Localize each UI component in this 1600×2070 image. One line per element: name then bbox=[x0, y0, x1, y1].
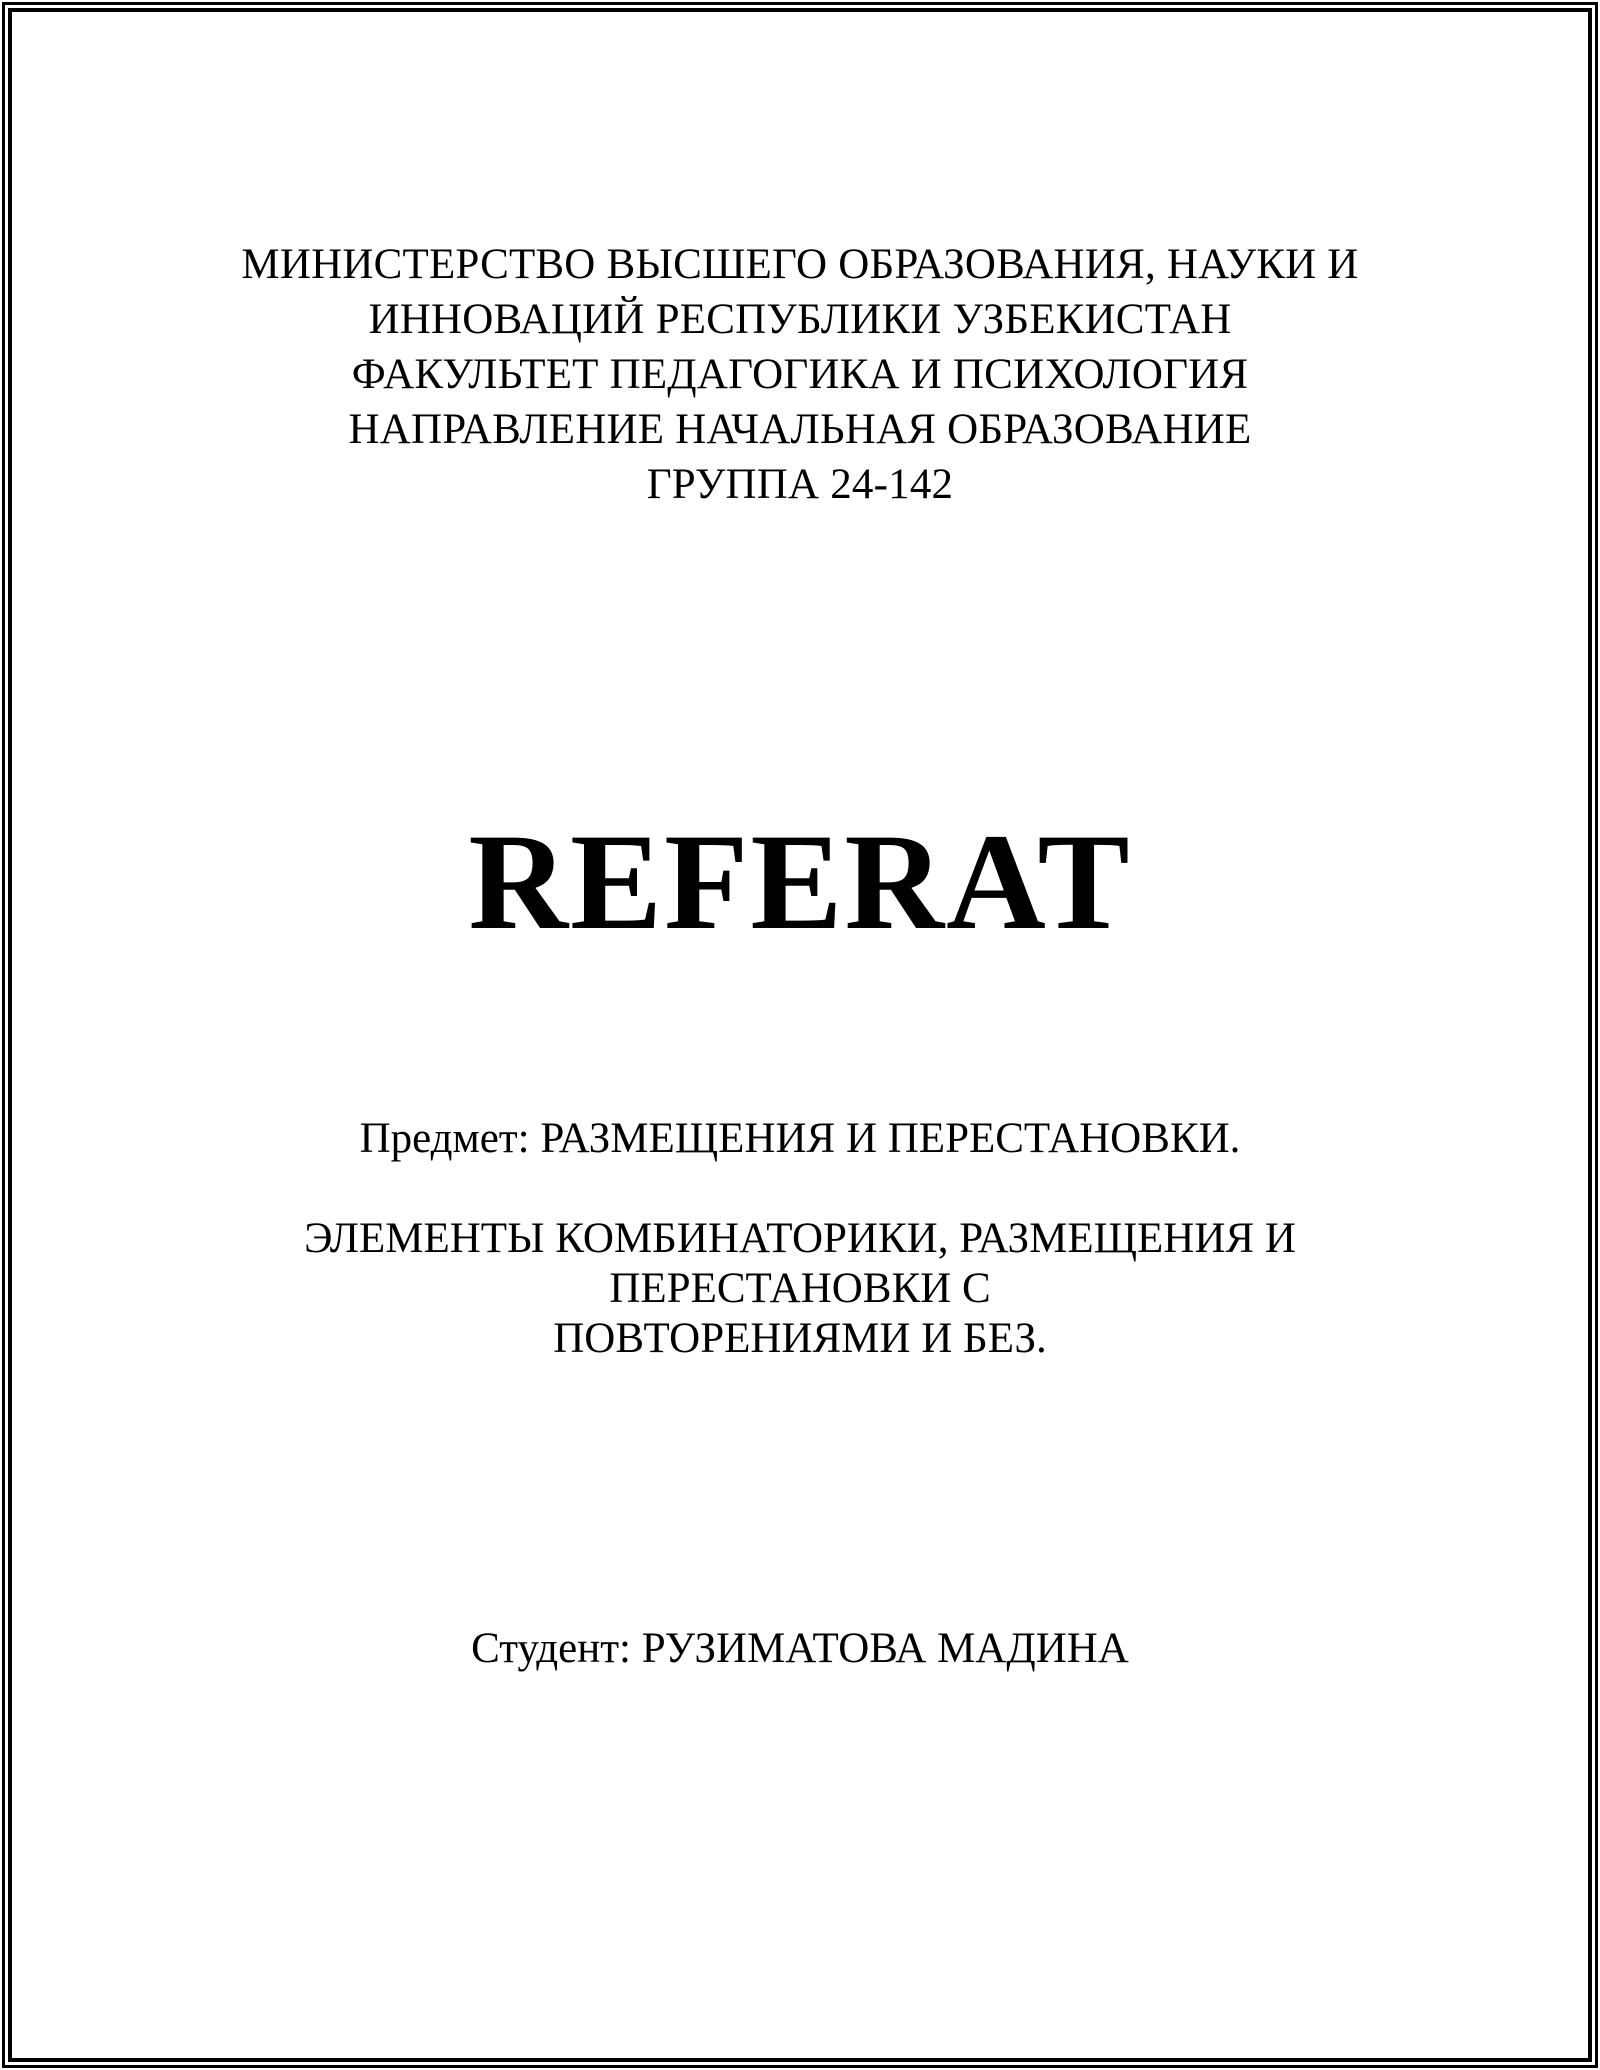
document-title bbox=[30, 805, 1570, 958]
topic-line-3: ПОВТОРЕНИЯМИ И БЕЗ. bbox=[553, 1315, 1047, 1362]
header-line-ministry: МИНИСТЕРСТВО ВЫСШЕГО ОБРАЗОВАНИЯ, НАУКИ И bbox=[241, 241, 1359, 288]
subject-line bbox=[30, 1114, 1570, 1164]
subject-value: РАЗМЕЩЕНИЯ И ПЕРЕСТАНОВКИ. bbox=[540, 1115, 1241, 1162]
ministry-header bbox=[30, 237, 1570, 512]
student-line bbox=[30, 1621, 1570, 1676]
student-value: РУЗИМАТОВА МАДИНА bbox=[641, 1625, 1129, 1672]
student-label: Студент: bbox=[471, 1625, 631, 1672]
topic-line-1: ЭЛЕМЕНТЫ КОМБИНАТОРИКИ, РАЗМЕЩЕНИЯ И bbox=[304, 1215, 1296, 1262]
title-text: REFERAT bbox=[468, 805, 1132, 958]
header-line-republic: ИННОВАЦИЙ РЕСПУБЛИКИ УЗБЕКИСТАН bbox=[368, 296, 1232, 343]
topic-line-2: ПЕРЕСТАНОВКИ С bbox=[609, 1265, 991, 1312]
header-line-group: ГРУППА 24-142 bbox=[646, 461, 954, 508]
header-line-direction: НАПРАВЛЕНИЕ НАЧАЛЬНАЯ ОБРАЗОВАНИЕ bbox=[348, 406, 1252, 453]
header-line-faculty: ФАКУЛЬТЕТ ПЕДАГОГИКА И ПСИХОЛОГИЯ bbox=[351, 351, 1249, 398]
topic-block bbox=[30, 1214, 1570, 1364]
subject-label: Предмет: bbox=[359, 1115, 530, 1162]
